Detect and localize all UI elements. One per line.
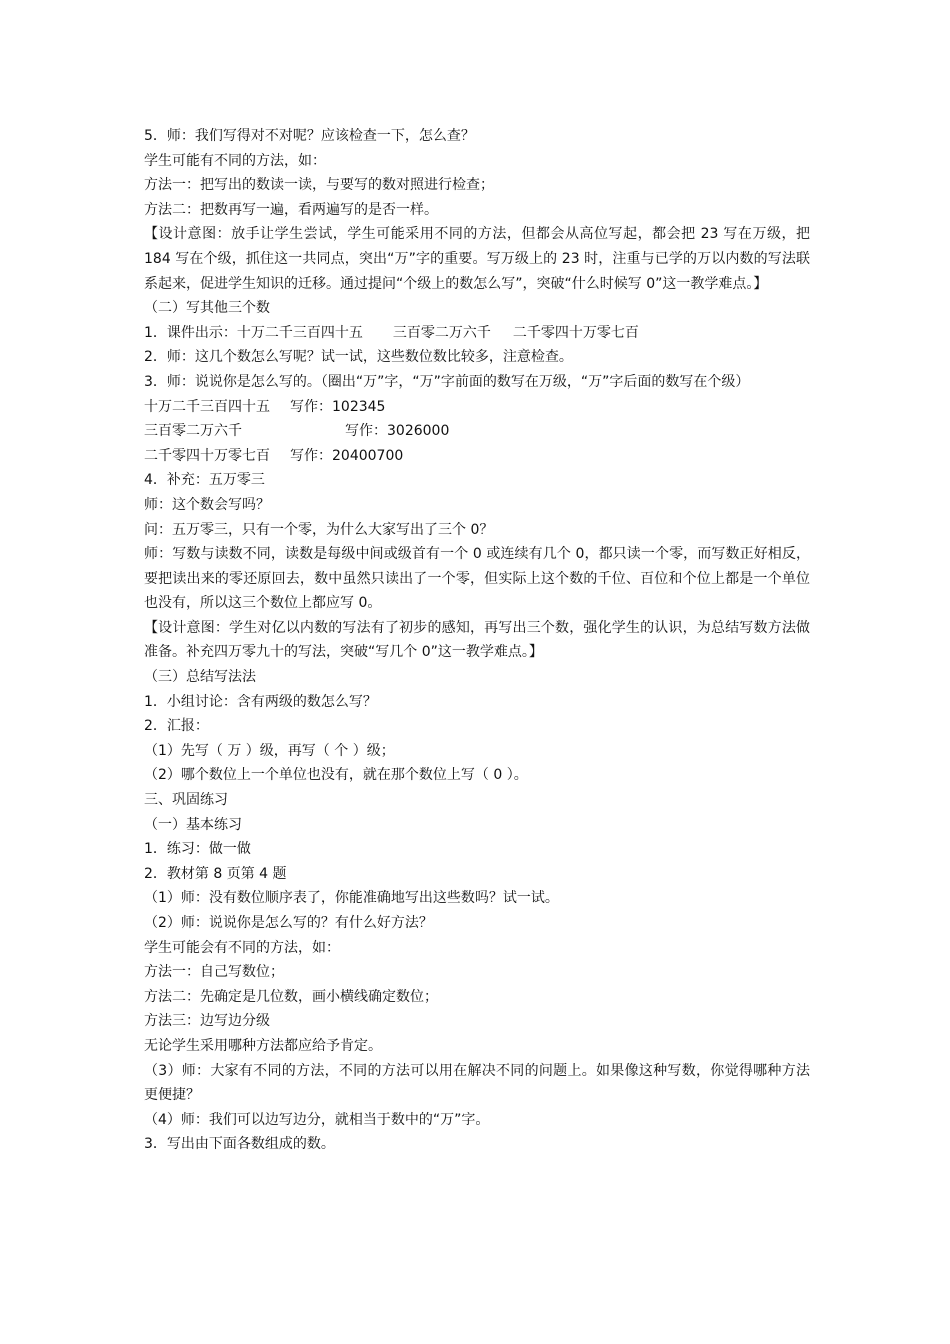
courseware-item-1: 1．课件出示：十万二千三百四十五 [144, 324, 363, 341]
section-heading: （一）基本练习 [144, 816, 242, 833]
paragraph: 2．教材第 8 页第 4 题 [144, 865, 287, 882]
paragraph: 方法二：把数再写一遍，看两遍写的是否一样。 [144, 201, 438, 218]
number-writing-row [144, 395, 810, 420]
paragraph: 问：五万零三，只有一个零，为什么大家写出了三个 0？ [144, 521, 494, 538]
paragraph: 方法二：先确定是几位数，画小横线确定数位； [144, 988, 438, 1005]
section-heading: （二）写其他三个数 [144, 300, 270, 317]
paragraph: 方法三：边写边分级 [144, 1013, 270, 1030]
section-heading: （三）总结写法法 [144, 669, 256, 686]
paragraph: 师：这个数会写吗？ [144, 496, 270, 513]
paragraph: 师：写数与读数不同，读数是每级中间或级首有一个 0 或连续有几个 0，都只读一个零，而写数正好相反，要把读出来的零还原回去，数中虽然只读出了一个零，但实际上这个数的千位、百位和个位上都是一个单位也没有，所以这三个数位上都应写 0。 [144, 546, 810, 612]
number-written: 写作：3026000 [345, 423, 450, 440]
paragraph: 1．小组讨论：含有两级的数怎么写？ [144, 693, 377, 710]
number-words: 二千零四十万零七百 [144, 447, 270, 464]
number-words: 十万二千三百四十五 [144, 398, 270, 415]
paragraph: （2）师：说说你是怎么写的？有什么好方法？ [144, 915, 433, 931]
paragraph: 5．师：我们写得对不对呢？应该检查一下，怎么查？ [144, 128, 475, 144]
paragraph: （4）师：我们可以边写边分，就相当于数中的“万”字。 [144, 1111, 490, 1128]
document-body [144, 124, 810, 1157]
paragraph: 2．师：这几个数怎么写呢？试一试，这些数位数比较多，注意检查。 [144, 349, 573, 366]
section-heading: 三、巩固练习 [144, 792, 228, 809]
paragraph: 3．师：说说你是怎么写的。（圈出“万”字，“万”字前面的数写在万级，“万”字后面的数写在个级） [144, 373, 750, 390]
number-writing-row [144, 419, 810, 444]
design-intent-note: 【设计意图：学生对亿以内数的写法有了初步的感知，再写出三个数，强化学生的认识，为总结写数方法做准备。补充四万零九十的写法，突破“写几个 0”这一教学难点。】 [144, 619, 810, 661]
paragraph: （3）师：大家有不同的方法，不同的方法可以用在解决不同的问题上。如果像这种写数，你觉得哪种方法更便捷？ [144, 1062, 810, 1104]
courseware-item-3: 二千零四十万零七百 [512, 324, 639, 341]
paragraph: （1）师：没有数位顺序表了，你能准确地写出这些数吗？试一试。 [144, 890, 559, 907]
paragraph: （2）哪个数位上一个单位也没有，就在那个数位上写（ 0 ）。 [144, 767, 528, 784]
paragraph: 无论学生采用哪种方法都应给予肯定。 [144, 1037, 382, 1054]
paragraph: 1．练习：做一做 [144, 841, 251, 858]
paragraph: （1）先写（ 万 ）级，再写（ 个 ）级； [144, 742, 395, 759]
paragraph: 4．补充：五万零三 [144, 472, 265, 489]
courseware-numbers-line [144, 321, 810, 346]
paragraph: 2．汇报： [144, 718, 209, 735]
paragraph: 学生可能会有不同的方法，如： [144, 939, 340, 956]
paragraph: 3．写出由下面各数组成的数。 [144, 1136, 335, 1153]
number-words: 三百零二万六千 [144, 423, 242, 440]
courseware-item-2: 三百零二万六千 [392, 324, 491, 341]
number-writing-row [144, 444, 810, 469]
paragraph: 方法一：把写出的数读一读，与要写的数对照进行检查； [144, 177, 494, 194]
paragraph: 学生可能有不同的方法，如： [144, 152, 326, 169]
number-written: 写作：20400700 [290, 447, 404, 464]
paragraph: 方法一：自己写数位； [144, 964, 284, 981]
number-written: 写作：102345 [290, 398, 386, 415]
design-intent-note: 【设计意图：放手让学生尝试，学生可能采用不同的方法，但都会从高位写起，都会把 23 写在万级，把 184 写在个级，抓住这一共同点，突出“万”字的重要。写万级上的 23 时，注重与已学的万以内数的写法联系起来，促进学生知识的迁移。通过提问“个级上的数怎么写”，突破“什么时候写 0”这一教学难点。】 [144, 226, 810, 292]
